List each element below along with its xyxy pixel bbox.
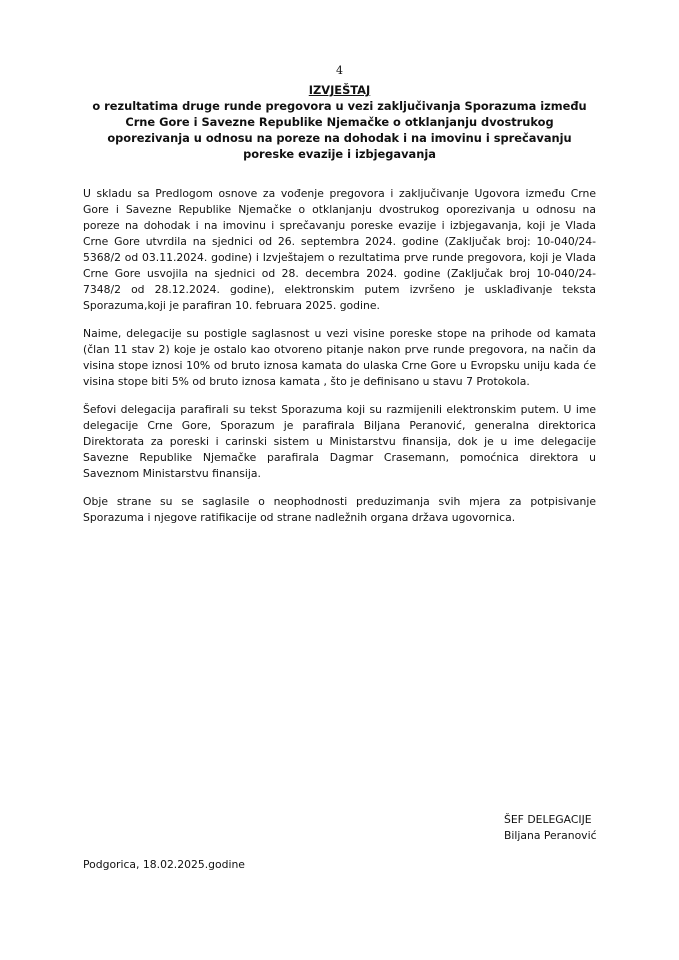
signature-block — [504, 812, 597, 844]
signature-role: ŠEF DELEGACIJE — [504, 813, 592, 826]
signature-name: Biljana Peranović — [504, 829, 597, 842]
paragraph-3: Šefovi delegacija parafirali su tekst Sporazuma koji su razmijenili elektronskim putem. U ime delegacije Crne Gore, Sporazum je parafirala Biljana Peranović, generalna direktorica Direktorata za poreski i carinski sistem u Ministarstvu finansija, dok je u ime delegacije Savezne Republike Njemačke parafirala Dagmar Crasemann, pomoćnica direktora u Saveznom Ministarstvu finansija. — [83, 403, 596, 480]
document-title: IZVJEŠTAJ — [308, 83, 371, 97]
paragraph-1: U skladu sa Predlogom osnove za vođenje pregovora i zaključivanje Ugovora između Crne Gore i Savezne Republike Njemačke o otklanjanju dvostrukog oporezivanja u odnosu na poreze na dohodak i na imovinu i sprečavanju poreske evazije i izbjegavanja, koji je Vlada Crne Gore utvrdila na sjednici od 26. septembra 2024. godine (Zaključak broj: 10-040/24-5368/2 od 03.11.2024. godine) i Izvještajem o rezultatima prve runde pregovora, koji je Vlada Crne Gore usvojila na sjednici od 28. decembra 2024. godine (Zaključak broj 10-040/24-7348/2 od 28.12.2024. godine), elektronskim putem izvršeno je usklađivanje teksta Sporazuma,koji je parafiran 10. februara 2025. godine. — [83, 187, 596, 312]
paragraph-2: Naime, delegacije su postigle saglasnost u vezi visine poreske stope na prihode od kamata (član 11 stav 2) koje je ostalo kao otvoreno pitanje nakon prve runde pregovora, na način da visina stope iznosi 10% od bruto iznosa kamata do ulaska Crne Gore u Evropsku uniju kada će visina stope biti 5% od bruto iznosa kamata , što je definisano u stavu 7 Protokola. — [83, 327, 596, 388]
page-number: 4 — [336, 64, 343, 77]
paragraph-4: Obje strane su se saglasile o neophodnosti preduzimanja svih mjera za potpisivanje Sporazuma i njegove ratifikacije od strane nadležnih organa država ugovornica. — [83, 495, 596, 524]
document-subtitle: o rezultatima druge runde pregovora u vezi zaključivanja Sporazuma između Crne Gore i Savezne Republike Njemačke o otklanjanju dvostrukog oporezivanja u odnosu na poreze na dohodak i na imovinu i sprečavanju poreske evazije i izbjegavanja — [92, 99, 587, 161]
title-block — [90, 82, 589, 162]
place-date: Podgorica, 18.02.2025.godine — [83, 858, 245, 871]
